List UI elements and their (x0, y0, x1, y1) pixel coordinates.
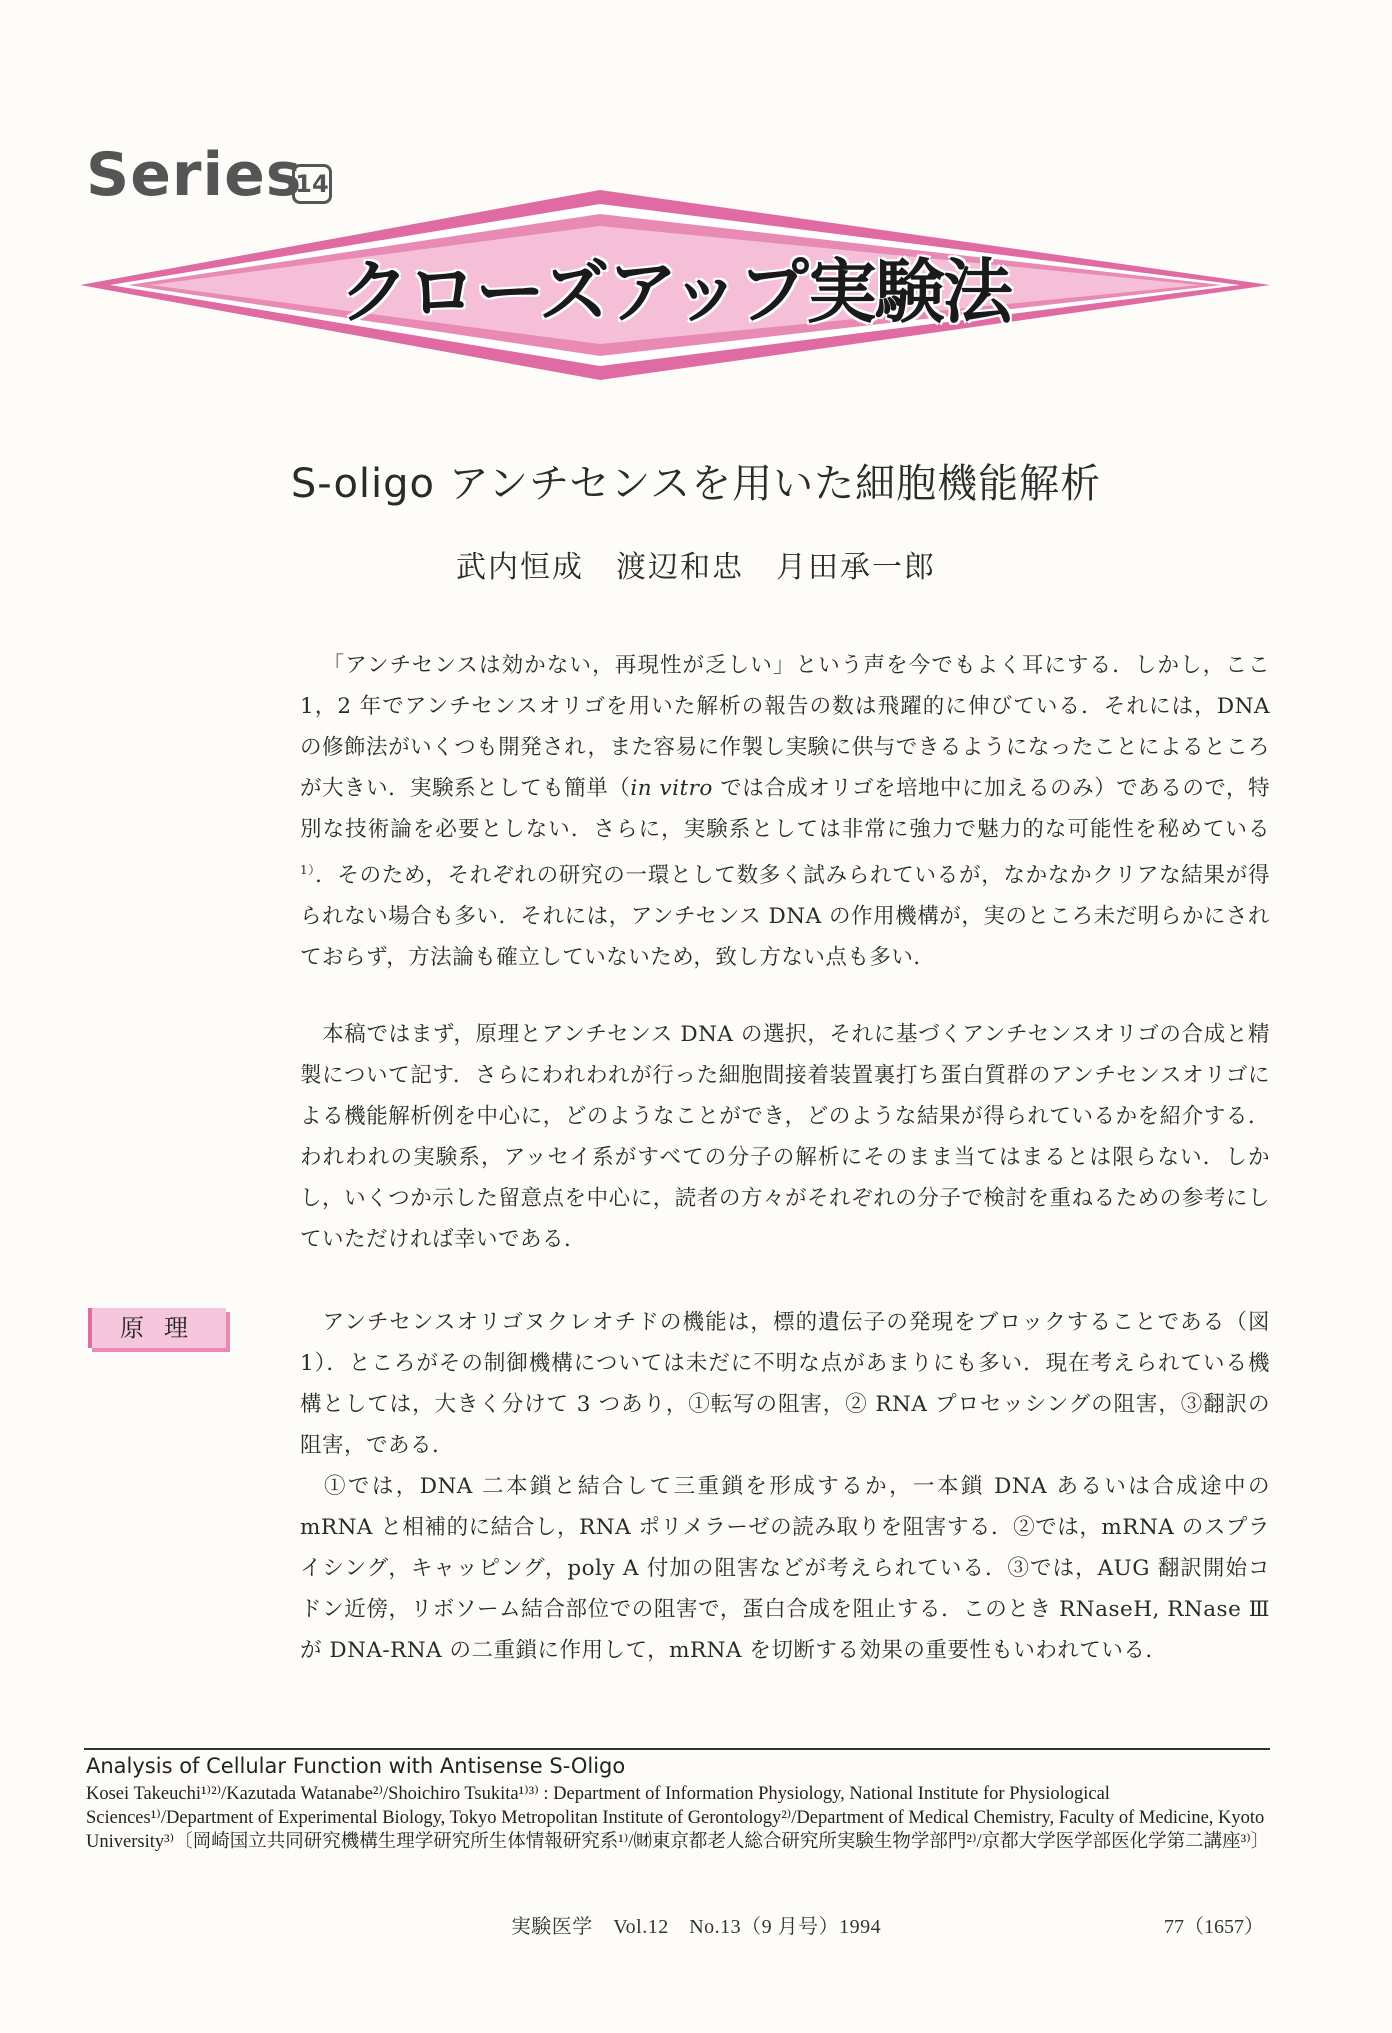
section-label-principle: 原理 (88, 1308, 226, 1348)
intro-p2-text: 本稿ではまず，原理とアンチセンス DNA の選択，それに基づくアンチセンスオリゴの合成と精製について記す．さらにわれわれが行った細胞間接着装置裏打ち蛋白質群のアンチセンスオリゴによる機能解析例を中心に，どのようなことができ，どのような結果が得られているかを紹介する．われわれの実験系，アッセイ系がすべての分子の解析にそのまま当てはまるとは限らない．しかし，いくつか示した留意点を中心に，読者の方々がそれぞれの分子で検討を重ねるための参考にしていただければ幸いである． (300, 1022, 1270, 1252)
intro-p1-italic: in vitro (630, 776, 713, 801)
principle-paragraph-2 (300, 1466, 1270, 1671)
principle-p2-text: ①では，DNA 二本鎖と結合して三重鎖を形成するか，一本鎖 DNA あるいは合成途中の mRNA と相補的に結合し，RNA ポリメラーゼの読み取りを阻害する．②では，mRNA のスプライシング，キャッピング，poly A 付加の阻害などが考えられている．③では，AUG 翻訳開始コドン近傍，リボソーム結合部位での阻害で，蛋白合成を阻止する．このとき RNaseH, RNase Ⅲが DNA-RNA の二重鎖に作用して，mRNA を切断する効果の重要性もいわれている． (300, 1474, 1270, 1663)
article-authors: 武内恒成 渡辺和忠 月田承一郎 (456, 550, 936, 585)
page-number: 77（1657） (1164, 1916, 1264, 1938)
principle-paragraph-1 (300, 1302, 1270, 1466)
series-number-badge: 14 (292, 164, 332, 204)
principle-p1-text: アンチセンスオリゴヌクレオチドの機能は，標的遺伝子の発現をブロックすることである（図 1）．ところがその制御機構については未だに不明な点があまりにも多い．現在考えられている機構としては，大きく分けて 3 つあり，①転写の阻害，② RNA プロセッシングの阻害，③翻訳の阻害，である． (300, 1310, 1270, 1458)
intro-p1-ref: 1） (300, 863, 316, 877)
banner-title: クローズアップ実験法 (339, 251, 1011, 333)
intro-paragraph-1 (300, 645, 1270, 978)
intro-p1-text-a: 「アンチセンスは効かない，再現性が乏しい」という声を今でもよく耳にする．しかし，ここ 1，2 年でアンチセンスオリゴを用いた解析の報告の数は飛躍的に伸びている．それには，DNA の修飾法がいくつも開発され，また容易に作製し実験に供与できるようになったことによるところが大きい．実験系としても簡単（ (300, 653, 1270, 801)
article-title: S-oligo アンチセンスを用いた細胞機能解析 (290, 461, 1102, 507)
intro-p1-text-b: では合成オリゴを培地中に加えるのみ）であるので，特別な技術論を必要としない．さらに，実験系としては非常に強力で魅力的な可能性を秘めている (300, 776, 1270, 842)
intro-p1-text-c: ．そのため，それぞれの研究の一環として数多く試みられているが，なかなかクリアな結果が得られない場合も多い．それには，アンチセンス DNA の作用機構が，実のところ未だ明らかにされておらず，方法論も確立していないため，致し方ない点も多い． (300, 863, 1270, 971)
english-authors-affiliations: Kosei Takeuchi¹⁾²⁾/Kazutada Watanabe²⁾/Shoichiro Tsukita¹⁾³⁾ : Department of Information Physiology, National Institute for Physiological Sciences¹⁾/Department of Experimental Biology, Tokyo Metropolitan Institute of Gerontology²⁾/Department of Medical Chemistry, Faculty of Medicine, Kyoto University³⁾〔岡崎国立共同研究機構生理学研究所生体情報研究系¹⁾/㈶東京都老人総合研究所実験生物学部門²⁾/京都大学医学部医化学第二講座³⁾〕 (86, 1784, 1270, 1852)
english-title: Analysis of Cellular Function with Antisense S-Oligo (86, 1754, 626, 1778)
footer-divider (84, 1748, 1270, 1750)
journal-citation: 実験医学 Vol.12 No.13（9 月号）1994 (510, 1916, 882, 1938)
series-label: Series (86, 140, 303, 210)
intro-paragraph-2 (300, 1014, 1270, 1260)
